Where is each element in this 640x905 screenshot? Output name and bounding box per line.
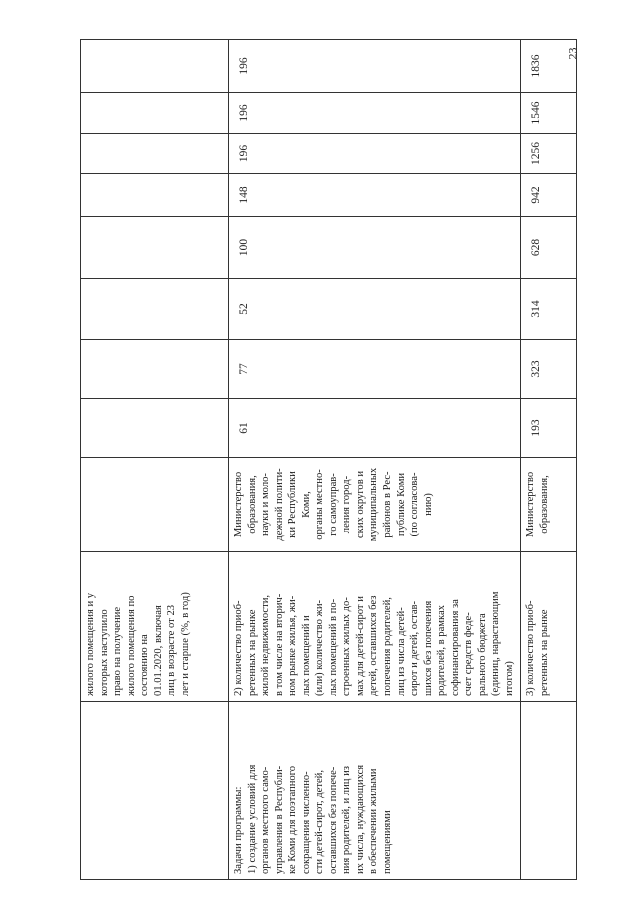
text-line: строенных жилых до- [341,597,353,696]
text-line: органы местно- [314,469,326,540]
text-line: лиц из числа детей- [395,607,407,696]
text-line: сирот и детей, остав- [409,600,421,696]
value-cell [81,340,229,399]
text-line: софинансирования за [449,599,461,696]
text-line: 2) количество приоб- [233,600,244,696]
text-line: лиц в возрасте от 23 [166,604,178,696]
text-line: детей, оставшихся без [368,595,380,696]
program-indicators-table [80,39,577,880]
text-line: дежной полити- [273,468,285,541]
text-line: состоянию на [139,634,151,696]
value-cell: 196 [229,40,521,93]
indicator-cell [521,552,577,702]
value-cell [81,399,229,458]
text-line: управления в Республи- [273,765,285,874]
text-line: жилого помещения и у [85,592,96,696]
text-line: нию) [422,493,434,516]
text-line: шихся без попечения [422,600,434,696]
value-cell: 1836 [521,40,577,93]
text-line: которых наступило [98,609,110,696]
text-line: Министерство [233,471,244,538]
text-line: 3) количество приоб- [525,600,536,696]
text-line: 01.01.2020, включая [152,605,164,696]
text-line: образования, [538,475,550,534]
text-line: сти детей-сирот, детей, [314,770,326,874]
indicator-cell [229,552,521,702]
value-cell: 148 [229,174,521,217]
executor-cell [521,458,577,552]
text-line: ретенных на рынке [246,609,258,696]
text-line: родителей, в рамках [436,605,448,696]
table-row [521,40,577,880]
task-cell [81,702,229,880]
text-line: счет средств феде- [463,612,475,696]
text-line: ки Республики [287,471,299,538]
text-line: в том числе на вторич- [273,593,285,696]
value-cell: 314 [521,279,577,340]
value-cell: 323 [521,340,577,399]
table-row [229,40,521,880]
text-line: науки и моло- [260,473,272,536]
value-cell: 100 [229,217,521,279]
text-line: ских округов и [354,470,366,539]
value-cell: 628 [521,217,577,279]
text-line: ном рынке жилья, жи- [287,595,299,696]
value-cell [81,217,229,279]
value-cell: 1546 [521,93,577,134]
executor-cell [229,458,521,552]
text-line: (или) количество жи- [314,599,326,696]
text-line: ке Коми для поэтапного [287,765,299,874]
text-line: лых помещений в по- [327,598,339,696]
executor-cell [81,458,229,552]
text-line: помещениями [382,810,394,874]
value-cell [81,93,229,134]
text-line: го самоуправ- [327,473,339,536]
text-line: 1) создание условий для [246,764,258,874]
text-line: жилого помещения по [125,595,137,696]
text-line: Министерство [525,471,536,538]
page-number: 23 [565,47,580,60]
value-cell [81,40,229,93]
indicator-cell [81,552,229,702]
text-line: органов местного само- [260,766,272,874]
text-line: ния родителей, и лиц из [341,766,353,874]
value-cell [81,279,229,340]
table-row [81,40,229,880]
value-cell: 52 [229,279,521,340]
text-line: в обеспечении жилыми [368,768,380,874]
text-line: итогом) [503,661,515,696]
text-line: образования, [246,475,258,534]
value-cell: 193 [521,399,577,458]
text-line: лет и старше (%, в год) [179,592,191,696]
value-cell: 942 [521,174,577,217]
text-line: оставшихся без попече- [327,766,339,874]
text-line: попечения родителей, [382,597,394,696]
value-cell: 77 [229,340,521,399]
task-cell [229,702,521,880]
text-line: (единиц, нарастающим [490,591,502,696]
text-line: их числа, нуждающихся [354,764,366,874]
text-line: ления город- [341,475,353,534]
rotated-table-container [80,40,576,880]
text-line: жилой недвижимости, [260,594,272,696]
text-line: рального бюджета [476,613,488,696]
text-line: районов в Рес- [382,471,394,538]
text-line: лых помещений и [300,615,312,696]
text-line: Задачи программы: [233,786,244,874]
task-cell [521,702,577,880]
text-line: муниципальных [368,467,380,542]
value-cell: 61 [229,399,521,458]
text-line: право на получение [112,606,124,696]
text-line: ретенных на рынке [538,609,550,696]
value-cell [81,174,229,217]
value-cell: 196 [229,134,521,174]
value-cell [81,134,229,174]
value-cell: 1256 [521,134,577,174]
text-line: мах для детей-сирот и [354,596,366,696]
text-line: публике Коми [395,472,407,537]
text-line: Коми, [300,491,312,518]
value-cell: 196 [229,93,521,134]
text-line: сокращения численно- [300,771,312,874]
text-line: (по согласова- [409,472,421,537]
